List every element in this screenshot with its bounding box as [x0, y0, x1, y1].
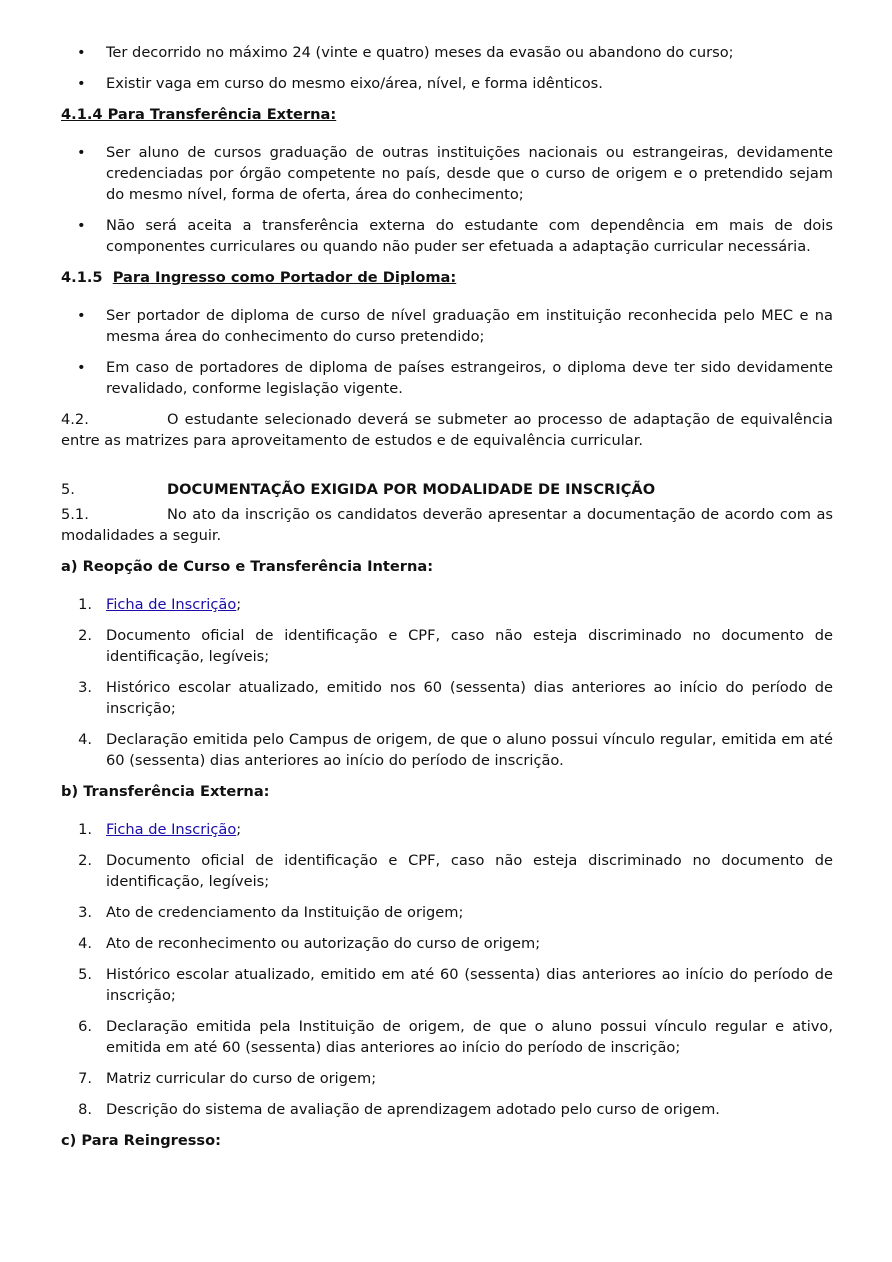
subsection-a-heading: a) Reopção de Curso e Transferência Interna: [61, 558, 434, 575]
bullet-icon: • [77, 217, 86, 234]
item-number: 3. [78, 679, 92, 696]
list-item: • Ser portador de diploma de curso de nível graduação em instituição reconhecida pelo MEC e na mesma área do conhecimento do curso pretendido; [77, 307, 833, 345]
section-4-1-4-list [61, 142, 833, 257]
item-number: 6. [78, 1018, 92, 1035]
item-number: 2. [78, 627, 92, 644]
list-item: • Ser aluno de cursos graduação de outras instituições nacionais ou estrangeiras, devidamente credenciadas por órgão competente no país, desde que o curso de origem e o pretendido sejam do mesmo nível, forma de oferta, área do conhecimento; [77, 144, 833, 203]
bullet-icon: • [77, 359, 86, 376]
section-4-1-4-heading: 4.1.4 Para Transferência Externa: [61, 106, 337, 123]
list-item: • Existir vaga em curso do mesmo eixo/área, nível, e forma idênticos. [77, 75, 603, 92]
section-number: 4.1.5 [61, 269, 103, 286]
ficha-de-inscricao-link[interactable]: Ficha de Inscrição [106, 596, 237, 613]
list-item: 1. Ficha de Inscrição; [61, 594, 833, 615]
list-item: 2. Documento oficial de identificação e CPF, caso não esteja discriminado no documento de identificação, legíveis; [61, 850, 833, 892]
item-number: 2. [78, 852, 92, 869]
section-number: 4.2. [61, 411, 89, 428]
list-item: 5. Histórico escolar atualizado, emitido em até 60 (sessenta) dias anteriores ao início do período de inscrição; [61, 964, 833, 1006]
bullet-icon: • [77, 75, 86, 92]
list-item: 3. Histórico escolar atualizado, emitido nos 60 (sessenta) dias anteriores ao início do período de inscrição; [61, 677, 833, 719]
bullet-icon: • [77, 44, 86, 61]
subsection-b-list [61, 819, 833, 1120]
list-item: 7. Matriz curricular do curso de origem; [61, 1068, 833, 1089]
subsection-c-heading: c) Para Reingresso: [61, 1132, 221, 1149]
section-title: Para Ingresso como Portador de Diploma: [112, 269, 457, 286]
section-4-1-5-heading [61, 267, 833, 288]
item-number: 4. [78, 935, 92, 952]
section-title: DOCUMENTAÇÃO EXIGIDA POR MODALIDADE DE INSCRIÇÃO [167, 481, 656, 498]
section-number: 5. [61, 481, 75, 498]
subsection-b-heading: b) Transferência Externa: [61, 783, 270, 800]
list-item: 4. Declaração emitida pelo Campus de origem, de que o aluno possui vínculo regular, emitida em até 60 (sessenta) dias anteriores ao início do período de inscrição. [61, 729, 833, 771]
section-4-1-5-list [61, 305, 833, 399]
bullet-icon: • [77, 307, 86, 324]
list-item: • Não será aceita a transferência externa do estudante com dependência em mais de dois componentes curriculares ou quando não puder ser efetuada a adaptação curricular necessária. [77, 217, 833, 255]
paragraph-text: O estudante selecionado deverá se submeter ao processo de adaptação de equivalência entre as matrizes para aproveitamento de estudos e de equivalência curricular. [61, 411, 833, 449]
list-item: 2. Documento oficial de identificação e CPF, caso não esteja discriminado no documento de identificação, legíveis; [61, 625, 833, 667]
section-4-2-paragraph [61, 409, 833, 451]
list-item: 8. Descrição do sistema de avaliação de aprendizagem adotado pelo curso de origem. [61, 1099, 833, 1120]
document-page [61, 42, 833, 1168]
section-number: 5.1. [61, 506, 89, 523]
top-bullet-list [61, 42, 833, 94]
item-number: 7. [78, 1070, 92, 1087]
section-5-heading [61, 479, 833, 500]
item-number: 4. [78, 731, 92, 748]
list-item: 6. Declaração emitida pela Instituição de origem, de que o aluno possui vínculo regular e ativo, emitida em até 60 (sessenta) dias anteriores ao início do período de inscrição; [61, 1016, 833, 1058]
item-number: 3. [78, 904, 92, 921]
list-item: • Em caso de portadores de diploma de países estrangeiros, o diploma deve ter sido devidamente revalidado, conforme legislação vigente. [77, 359, 833, 397]
item-number: 1. [78, 821, 92, 838]
bullet-icon: • [77, 144, 86, 161]
list-item: • Ter decorrido no máximo 24 (vinte e quatro) meses da evasão ou abandono do curso; [77, 44, 734, 61]
list-item: 3. Ato de credenciamento da Instituição de origem; [61, 902, 833, 923]
list-item: 4. Ato de reconhecimento ou autorização do curso de origem; [61, 933, 833, 954]
item-number: 8. [78, 1101, 92, 1118]
item-number: 1. [78, 596, 92, 613]
section-5-1-paragraph [61, 504, 833, 546]
list-item: 1. Ficha de Inscrição; [61, 819, 833, 840]
ficha-de-inscricao-link[interactable]: Ficha de Inscrição [106, 821, 237, 838]
paragraph-text: No ato da inscrição os candidatos deverão apresentar a documentação de acordo com as modalidades a seguir. [61, 506, 833, 544]
item-number: 5. [78, 966, 92, 983]
subsection-a-list [61, 594, 833, 771]
